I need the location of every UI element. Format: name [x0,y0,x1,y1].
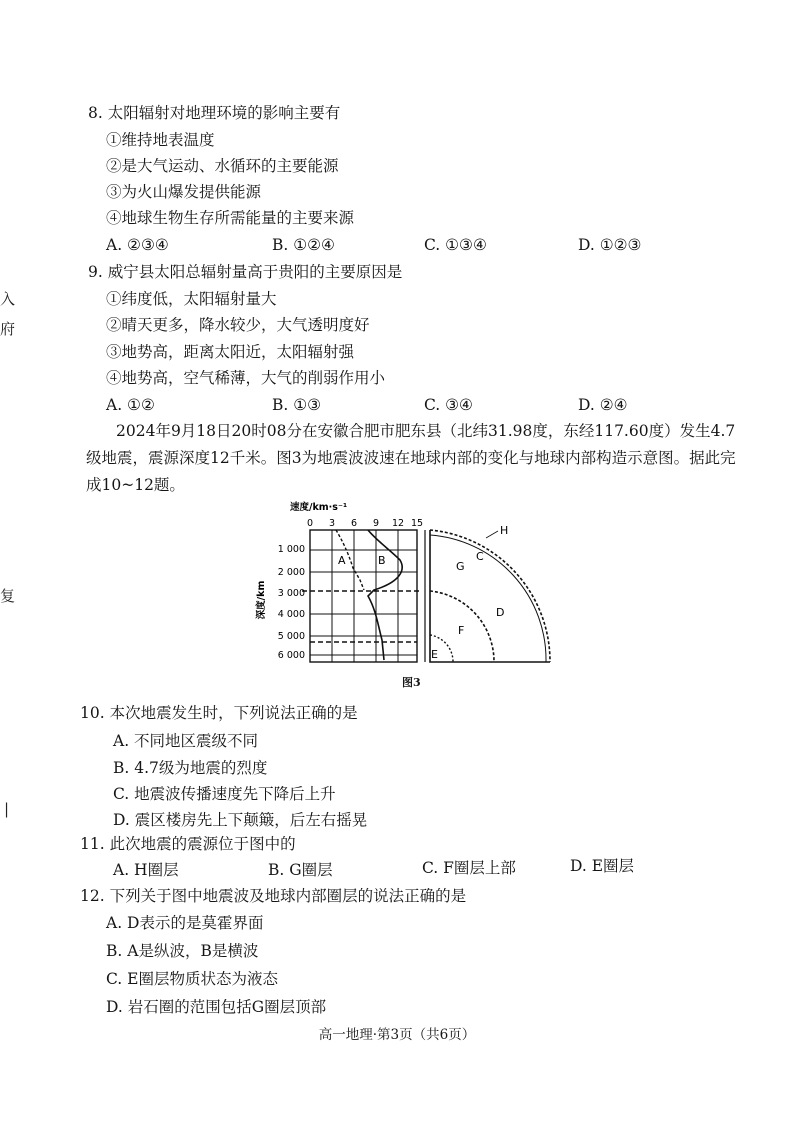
answer-option[interactable]: A. ②③④ [106,236,169,254]
layer-label-g: G [456,560,465,573]
figure-3-diagram [250,500,560,672]
depth-axis-title: 深度/km [256,580,267,620]
figure-caption: 图3 [402,676,421,689]
speed-tick-label: 9 [372,518,380,529]
answer-option[interactable]: B. ①②④ [272,236,335,254]
answer-option[interactable]: B. 4.7级为地震的烈度 [113,759,268,777]
statement-item: ④地势高，空气稀薄，大气的削弱作用小 [106,369,386,387]
answer-option[interactable]: B. A是纵波，B是横波 [106,942,259,960]
material-paragraph: 2024年9月18日20时08分在安徽合肥市肥东县（北纬31.98度，东经117.60度）发生4.7级地震，震源深度12千米。图3为地震波波速在地球内部的变化与地球内部构造示意图。据此完成10~12题。 [86,422,736,494]
answer-option[interactable]: A. H圈层 [113,861,179,879]
answer-option[interactable]: B. G圈层 [268,861,333,879]
margin-fragment: 复 [0,587,16,605]
depth-tick-label: 1 000 [277,544,305,555]
depth-tick-label: 5 000 [277,631,305,642]
h-leader-line [486,531,498,538]
answer-option[interactable]: C. 地震波传播速度先下降后上升 [113,785,336,803]
question-stem: 11. 此次地震的震源位于图中的 [80,835,296,853]
statement-item: ①维持地表温度 [106,131,215,149]
statement-item: ②是大气运动、水循环的主要能源 [106,157,339,175]
answer-option[interactable]: A. D表示的是莫霍界面 [106,914,264,932]
statement-item: ②晴天更多，降水较少，大气透明度好 [106,316,370,334]
depth-tick-label: 2 000 [277,567,305,578]
question-stem: 12. 下列关于图中地震波及地球内部圈层的说法正确的是 [80,887,467,905]
answer-option[interactable]: C. E圈层物质状态为液态 [106,970,278,988]
answer-option[interactable]: D. 岩石圈的范围包括G圈层顶部 [106,998,327,1016]
speed-tick-label: 15 [410,518,424,529]
depth-tick-label: 4 000 [277,609,305,620]
statement-item: ③地势高，距离太阳近，太阳辐射强 [106,343,355,361]
wave-label-a: A [338,554,346,567]
answer-option[interactable]: B. ①③ [272,396,322,414]
question-stem: 8. 太阳辐射对地理环境的影响主要有 [88,104,341,122]
answer-option[interactable]: C. ①③④ [424,236,487,254]
answer-option[interactable]: C. F圈层上部 [422,859,516,877]
statement-item: ③为火山爆发提供能源 [106,183,262,201]
answer-option[interactable]: A. ①② [106,396,155,414]
question-stem: 9. 威宁县太阳总辐射量高于贵阳的主要原因是 [88,263,403,281]
margin-fragment: | [4,800,10,818]
answer-option[interactable]: D. 震区楼房先上下颠簸，后左右摇晃 [113,811,368,829]
answer-option[interactable]: C. ③④ [424,396,473,414]
answer-option[interactable]: A. 不同地区震级不同 [113,732,259,750]
question-stem: 10. 本次地震发生时，下列说法正确的是 [80,704,358,722]
layer-label-c: C [476,550,484,563]
speed-axis-title: 速度/km·s⁻¹ [290,502,348,513]
speed-tick-label: 3 [328,518,336,529]
page-footer: 高一地理·第3页（共6页） [318,1027,476,1043]
chart-horizontal-gridlines [310,550,417,655]
layer-label-e: E [431,648,438,661]
depth-tick-label: 6 000 [277,650,305,661]
speed-tick-label: 6 [350,518,358,529]
speed-tick-label: 12 [391,518,405,529]
margin-fragment: 府 [0,320,16,338]
speed-tick-label: 0 [306,518,314,529]
wave-label-b: B [378,554,386,567]
answer-option[interactable]: D. ②④ [578,396,628,414]
earth-surface-arc [430,530,550,662]
answer-option[interactable]: D. ①②③ [578,236,642,254]
crust-boundary-arc [430,535,546,662]
layer-label-h: H [500,524,509,537]
answer-option[interactable]: D. E圈层 [570,857,635,875]
layer-label-d: D [496,606,505,619]
statement-item: ①纬度低，太阳辐射量大 [106,290,277,308]
layer-label-f: F [458,624,465,637]
depth-tick-label: 3 000 [277,588,305,599]
statement-item: ④地球生物生存所需能量的主要来源 [106,209,355,227]
margin-fragment: 入 [0,290,16,308]
